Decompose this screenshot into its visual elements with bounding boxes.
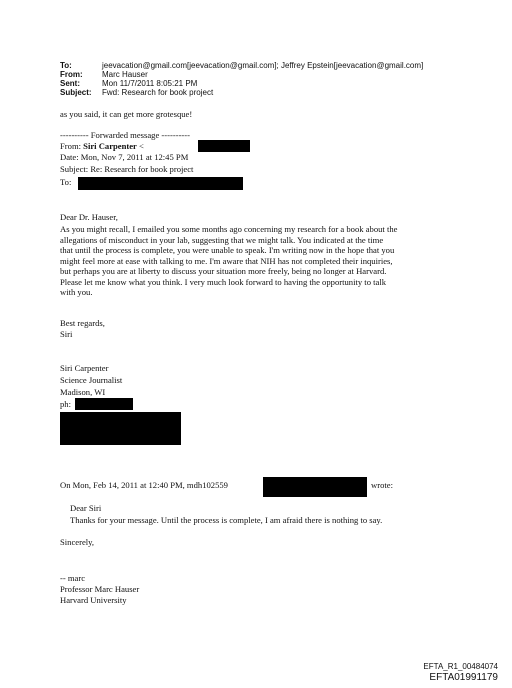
- footer-ref-1: EFTA_R1_00484074: [423, 662, 498, 671]
- letter-line: As you might recall, I emailed you some months ago concerning my research for a book about the: [60, 224, 398, 234]
- sent-value: Mon 11/7/2011 8:05:21 PM: [102, 79, 198, 88]
- footer-ref-2: EFTA01991179: [429, 672, 498, 683]
- forward-separator: ---------- Forwarded message ----------: [60, 130, 191, 140]
- quoted-intro-tail: wrote:: [371, 480, 393, 490]
- quoted-greeting: Dear Siri: [70, 503, 102, 513]
- email-header: [60, 61, 480, 101]
- forward-from-label: From:: [60, 141, 84, 151]
- from-value: Marc Hauser: [102, 70, 148, 79]
- forward-subject-line: Subject: Re: Research for book project: [60, 164, 194, 174]
- letter-line: with you.: [60, 287, 93, 297]
- forward-date-line: Date: Mon, Nov 7, 2011 at 12:45 PM: [60, 152, 189, 162]
- forward-from-tail: <: [136, 141, 144, 151]
- from-label: From:: [60, 70, 83, 79]
- signature-phone-label: ph:: [60, 399, 71, 409]
- to-label: To:: [60, 61, 72, 70]
- closing: Best regards,: [60, 318, 105, 328]
- salutation: Dear Dr. Hauser,: [60, 212, 118, 222]
- signature-location: Madison, WI: [60, 387, 106, 397]
- redaction-block: [60, 412, 181, 445]
- subject-value: Fwd: Research for book project: [102, 88, 214, 97]
- letter-line: that until the process is complete, you were unable to speak. I'm writing now in the hope that you: [60, 245, 395, 255]
- quoted-intro: On Mon, Feb 14, 2011 at 12:40 PM, mdh102559: [60, 480, 228, 490]
- forward-to-label: To:: [60, 177, 72, 187]
- letter-line: allegations of misconduct in your lab, suggesting that we might talk. You indicated at the time: [60, 234, 384, 245]
- top-note: as you said, it can get more grotesque!: [60, 109, 193, 119]
- redaction-to: [78, 177, 243, 190]
- redaction-phone: [75, 398, 133, 410]
- forward-from-line: [60, 141, 144, 152]
- signature-title: Science Journalist: [60, 375, 123, 385]
- letter-line: Please let me know what you think. I very much look forward to having the opportunity to talk: [60, 276, 387, 287]
- redaction-email: [198, 140, 250, 152]
- signature-name: Siri Carpenter: [60, 363, 109, 373]
- quoted-sig-org: Harvard University: [60, 595, 127, 605]
- quoted-message: Thanks for your message. Until the process is complete, I am afraid there is nothing to say.: [70, 515, 383, 525]
- redaction-quoted-email: [263, 477, 367, 497]
- forward-from-name: Siri Carpenter: [83, 141, 137, 151]
- closing-name: Siri: [60, 329, 73, 339]
- letter-body: [60, 224, 460, 298]
- quoted-sig-dash: -- marc: [60, 573, 86, 583]
- letter-line: but perhaps you are at liberty to discuss your situation more freely, being no longer at Harvard.: [60, 266, 387, 276]
- letter-line: might feel more at ease with talking to me. I'm aware that NIH has not completed their inquiries,: [60, 255, 393, 266]
- quoted-sig-name: Professor Marc Hauser: [60, 584, 140, 594]
- to-value: jeevacation@gmail.com[jeevacation@gmail.com]; Jeffrey Epstein[jeevacation@gmail.com]: [102, 61, 424, 70]
- quoted-sincerely: Sincerely,: [60, 537, 95, 547]
- subject-label: Subject:: [60, 88, 92, 97]
- sent-label: Sent:: [60, 79, 80, 88]
